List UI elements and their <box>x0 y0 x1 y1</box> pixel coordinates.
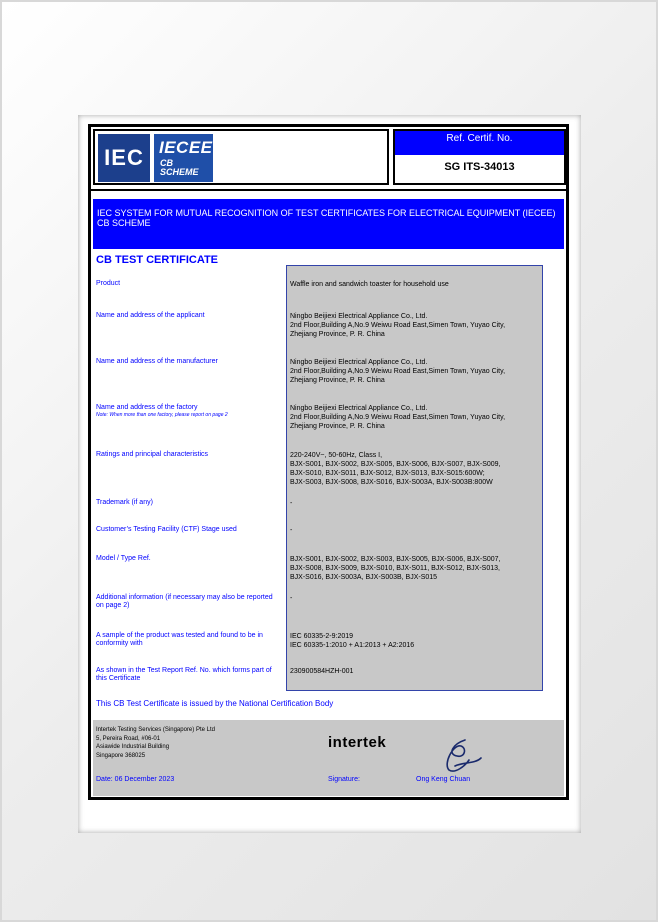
issuer-address <box>96 726 215 760</box>
row-label-text: Name and address of the factory <box>96 404 198 411</box>
row-label-text: A sample of the product was tested and found to be in conformity with <box>96 632 263 647</box>
signature-label: Signature: <box>328 776 360 783</box>
row-value-line: - <box>290 500 293 507</box>
row-value <box>290 358 540 385</box>
row-value-line: 2nd Floor,Building A,No.9 Weiwu Road East,Simen Town, Yuyao City, <box>290 368 506 375</box>
certificate-title: CB TEST CERTIFICATE <box>96 254 219 266</box>
signer-name: Ong Keng Chuan <box>416 776 471 783</box>
row-value-line: IEC 60335-1:2010 + A1:2013 + A2:2016 <box>290 642 415 649</box>
address-line: Singapore 368025 <box>96 752 146 759</box>
row-value-line: 230900584HZH-001 <box>290 668 354 675</box>
row-label-note: Note: When more than one factory, please report on page 2 <box>96 412 228 418</box>
row-value <box>290 632 540 650</box>
row-value <box>290 280 540 289</box>
row-value-line: Ningbo Beijiexi Electrical Appliance Co., Ltd. <box>290 359 428 366</box>
row-value-line: Ningbo Beijiexi Electrical Appliance Co., Ltd. <box>290 405 428 412</box>
row-value-line: IEC 60335-2-9:2019 <box>290 633 354 640</box>
row-label <box>96 667 281 683</box>
row-value <box>290 312 540 339</box>
row-value-line: Ningbo Beijiexi Electrical Appliance Co., Ltd. <box>290 313 428 320</box>
row-value <box>290 499 540 508</box>
row-value-line: Zhejiang Province, P. R. China <box>290 423 385 430</box>
logo-box <box>93 129 389 185</box>
row-value-line: BJX-S001, BJX-S002, BJX-S003, BJX-S005, BJX-S006, BJX-S007, <box>290 556 501 563</box>
iec-logo-text: IEC <box>104 145 144 170</box>
intertek-logo: intertek <box>328 734 387 751</box>
iecee-logo-text: IECEE <box>159 138 213 157</box>
row-value-line: Zhejiang Province, P. R. China <box>290 331 385 338</box>
row-label-text: Customer’s Testing Facility (CTF) Stage used <box>96 526 237 533</box>
header-divider <box>91 189 566 191</box>
row-value-line: - <box>290 595 293 602</box>
row-value-line: 2nd Floor,Building A,No.9 Weiwu Road East,Simen Town, Yuyao City, <box>290 322 506 329</box>
ref-certif-box <box>393 129 566 185</box>
row-value <box>290 526 540 535</box>
row-label <box>96 555 281 563</box>
row-label <box>96 526 281 534</box>
row-label-text: Name and address of the applicant <box>96 312 205 319</box>
row-label-text: Additional information (if necessary may also be reported on page 2) <box>96 594 273 609</box>
row-label <box>96 312 281 320</box>
row-value-line: 220-240V~, 50-60Hz, Class I, <box>290 452 383 459</box>
row-value-line: BJX-S010, BJX-S011, BJX-S012, BJX-S013, BJX-S015:600W; <box>290 470 485 477</box>
row-label <box>96 404 281 418</box>
scheme-banner: IEC SYSTEM FOR MUTUAL RECOGNITION OF TEST CERTIFICATES FOR ELECTRICAL EQUIPMENT (IECEE) CB SCHEME <box>93 199 564 249</box>
row-label <box>96 280 281 288</box>
row-label-text: Product <box>96 280 121 287</box>
address-line: Asiawide Industrial Building <box>96 744 170 750</box>
ref-certif-label: Ref. Certif. No. <box>395 131 564 155</box>
row-value-line: BJX-S001, BJX-S002, BJX-S005, BJX-S006, BJX-S007, BJX-S009, <box>290 461 501 468</box>
row-label <box>96 594 281 610</box>
certificate-footer <box>93 720 564 796</box>
issue-date: Date: 06 December 2023 <box>96 776 175 783</box>
ref-certif-number: SG ITS-34013 <box>444 161 515 173</box>
iecee-logo <box>154 134 213 182</box>
row-label-text: Model / Type Ref. <box>96 555 151 562</box>
row-value <box>290 451 540 487</box>
row-label <box>96 358 281 366</box>
row-value-line: BJX-S008, BJX-S009, BJX-S010, BJX-S011, BJX-S012, BJX-S013, <box>290 565 500 572</box>
row-label-text: Trademark (if any) <box>96 499 153 506</box>
row-value <box>290 404 540 431</box>
row-label <box>96 451 281 459</box>
row-value-line: BJX-S016, BJX-S003A, BJX-S003B, BJX-S015 <box>290 574 438 581</box>
row-label-text: As shown in the Test Report Ref. No. which forms part of this Certificate <box>96 667 272 682</box>
row-value-line: 2nd Floor,Building A,No.9 Weiwu Road East,Simen Town, Yuyao City, <box>290 414 506 421</box>
row-value-line: Zhejiang Province, P. R. China <box>290 377 385 384</box>
address-line: 5, Pereira Road, #06-01 <box>96 735 161 742</box>
address-line: Intertek Testing Services (Singapore) Pte Ltd <box>96 727 215 733</box>
row-value-line: Waffle iron and sandwich toaster for household use <box>290 281 449 288</box>
certificate-header <box>91 127 566 187</box>
certificate <box>88 124 569 800</box>
row-label <box>96 632 281 648</box>
row-label <box>96 499 281 507</box>
issued-by-text: This CB Test Certificate is issued by the National Certification Body <box>96 699 334 708</box>
row-label-text: Ratings and principal characteristics <box>96 451 209 458</box>
iecee-logo-sub: CB SCHEME <box>160 158 199 177</box>
row-value-line: BJX-S003, BJX-S008, BJX-S016, BJX-S003A, BJX-S003B:800W <box>290 479 493 486</box>
row-label-text: Name and address of the manufacturer <box>96 358 218 365</box>
row-value-line: - <box>290 527 293 534</box>
iec-logo <box>98 134 150 182</box>
row-value <box>290 594 540 603</box>
handwritten-signature <box>435 736 485 776</box>
row-value <box>290 667 540 676</box>
row-value <box>290 555 540 582</box>
